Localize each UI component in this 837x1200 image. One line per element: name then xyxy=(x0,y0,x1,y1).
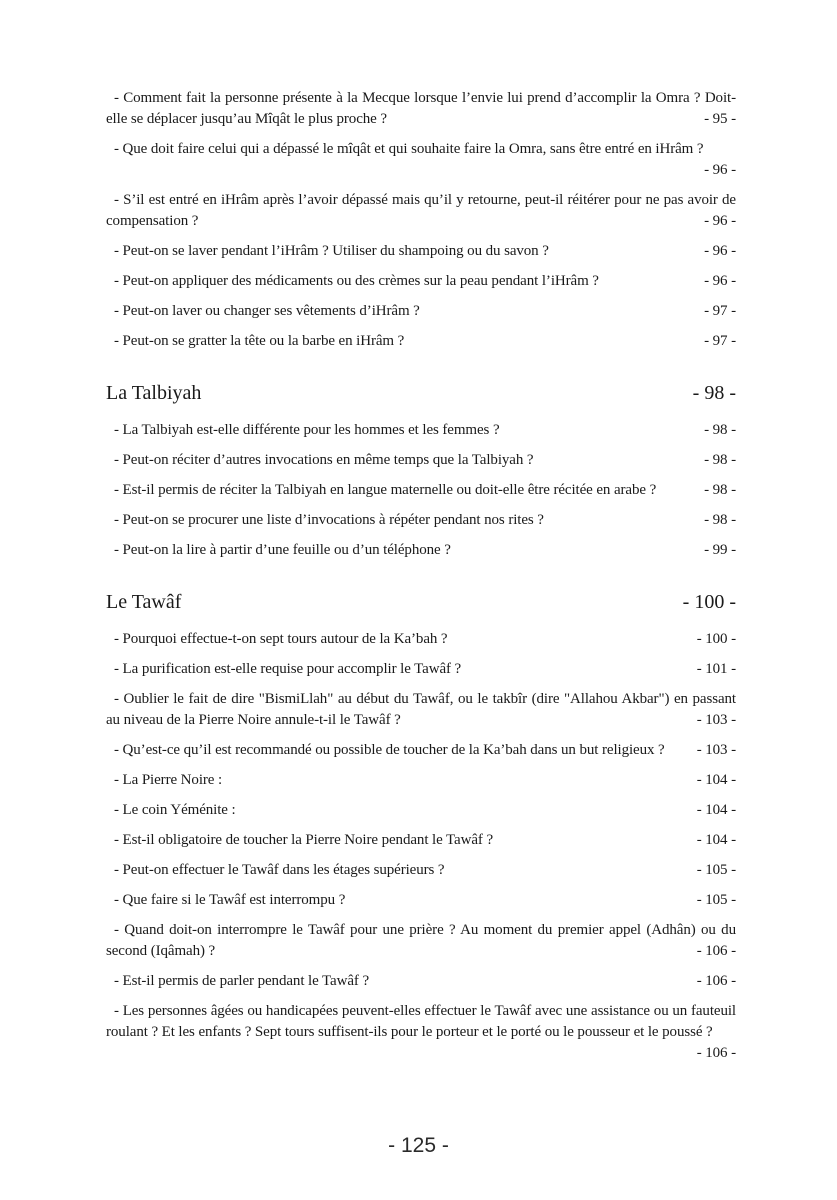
toc-entry xyxy=(106,331,736,352)
toc-entry-page-number: - 104 - xyxy=(696,832,736,848)
toc-entry-page-number: - 96 - xyxy=(704,273,736,289)
toc-entry-page-number: - 98 - xyxy=(704,422,736,438)
toc-entry-text: - Pourquoi effectue-t-on sept tours autour de la Ka’bah ? xyxy=(114,631,448,647)
toc-entry-text: - Les personnes âgées ou handicapées peuvent-elles effectuer le Tawâf avec une assistance ou un fauteuil roulant ? Et les enfants ? Sept tours suffisent-ils pour le porteur et le porté ou le pousseur et le poussé ? xyxy=(106,1003,736,1040)
toc-section-talbiyah xyxy=(106,380,736,561)
toc-entry-text: - Quand doit-on interrompre le Tawâf pour une prière ? Au moment du premier appel (Adhân) ou du second (Iqâmah) ? xyxy=(106,922,736,959)
toc-entry xyxy=(106,139,736,181)
toc-entry xyxy=(106,659,736,680)
toc-entry-text: - Peut-on appliquer des médicaments ou des crèmes sur la peau pendant l’iHrâm ? xyxy=(114,273,599,289)
toc-entry-page-number: - 104 - xyxy=(696,772,736,788)
toc-entry xyxy=(106,271,736,292)
toc-entry-text: - La Pierre Noire : xyxy=(114,772,223,788)
toc-entry-text: - Peut-on la lire à partir d’une feuille ou d’un téléphone ? xyxy=(114,542,451,558)
toc-entry-page-number: - 95 - xyxy=(704,111,736,127)
toc-entry xyxy=(106,770,736,791)
toc-entry-text: - Qu’est-ce qu’il est recommandé ou possible de toucher de la Ka’bah dans un but religieux ? xyxy=(114,742,665,758)
toc-entry-text: - Peut-on se gratter la tête ou la barbe en iHrâm ? xyxy=(114,333,405,349)
toc-entry xyxy=(106,510,736,531)
toc-entry xyxy=(106,860,736,881)
toc-entry xyxy=(106,800,736,821)
toc-entry-text: - Peut-on réciter d’autres invocations en même temps que la Talbiyah ? xyxy=(114,452,534,468)
toc-entry-text: - La purification est-elle requise pour accomplir le Tawâf ? xyxy=(114,661,462,677)
toc-entry-text: - Est-il permis de réciter la Talbiyah en langue maternelle ou doit-elle être récitée en arabe ? xyxy=(114,482,657,498)
toc-entry-text: - Peut-on effectuer le Tawâf dans les étages supérieurs ? xyxy=(114,862,445,878)
toc-entry-page-number: - 97 - xyxy=(704,303,736,319)
toc-entry-page-number: - 98 - xyxy=(704,452,736,468)
section-heading xyxy=(106,380,736,406)
toc-entry xyxy=(106,629,736,650)
toc-entry xyxy=(106,190,736,232)
toc-entry xyxy=(106,689,736,731)
toc-entry-text: - Est-il permis de parler pendant le Tawâf ? xyxy=(114,973,370,989)
toc-entry-page-number: - 98 - xyxy=(704,512,736,528)
section-heading-title: La Talbiyah xyxy=(106,382,202,404)
toc-entry-text: - Peut-on se procurer une liste d’invocations à répéter pendant nos rites ? xyxy=(114,512,544,528)
toc-entry-page-number: - 104 - xyxy=(696,802,736,818)
section-heading-title: Le Tawâf xyxy=(106,591,182,613)
toc-entry-text: - Est-il obligatoire de toucher la Pierre Noire pendant le Tawâf ? xyxy=(114,832,494,848)
toc-entry-text: - Comment fait la personne présente à la Mecque lorsque l’envie lui prend d’accomplir la Omra ? Doit-elle se déplacer jusqu’au Mîqât le plus proche ? xyxy=(106,90,736,127)
toc-entry-text: - Peut-on laver ou changer ses vêtements d’iHrâm ? xyxy=(114,303,420,319)
toc-entry-text: - Que faire si le Tawâf est interrompu ? xyxy=(114,892,346,908)
toc-section-tawaf xyxy=(106,589,736,1064)
toc-entry-text: - Le coin Yéménite : xyxy=(114,802,236,818)
toc-entry xyxy=(106,830,736,851)
toc-entry-page-number: - 97 - xyxy=(704,333,736,349)
page-number: - 125 - xyxy=(388,1134,449,1157)
toc-entry-page-number: - 106 - xyxy=(696,943,736,959)
toc-entry-text: - S’il est entré en iHrâm après l’avoir dépassé mais qu’il y retourne, peut-il réitérer pour ne pas avoir de compensation ? xyxy=(106,192,736,229)
toc-entry-page-number: - 99 - xyxy=(704,542,736,558)
toc-entry-text: - Peut-on se laver pendant l’iHrâm ? Utiliser du shampoing ou du savon ? xyxy=(114,243,549,259)
toc-entry xyxy=(106,540,736,561)
table-of-contents xyxy=(106,88,736,1073)
toc-entry-page-number: - 96 - xyxy=(704,213,736,229)
toc-entry-page-number: - 101 - xyxy=(696,661,736,677)
section-heading-page-number: - 100 - xyxy=(682,591,736,613)
toc-entry-page-number: - 103 - xyxy=(696,712,736,728)
toc-entry-page-number: - 106 - xyxy=(696,973,736,989)
toc-section-omra-ihram xyxy=(106,88,736,352)
toc-entry-page-number: - 100 - xyxy=(696,631,736,647)
toc-entry-page-number: - 105 - xyxy=(696,862,736,878)
toc-entry-page-number: - 105 - xyxy=(696,892,736,908)
toc-entry xyxy=(106,420,736,441)
toc-entry xyxy=(106,88,736,130)
toc-entry-page-number: - 96 - xyxy=(704,243,736,259)
toc-entry xyxy=(106,740,736,761)
toc-entry-page-number: - 103 - xyxy=(696,742,736,758)
toc-entry xyxy=(106,241,736,262)
toc-entry-page-number: - 98 - xyxy=(704,482,736,498)
toc-entry xyxy=(106,971,736,992)
toc-entry xyxy=(106,301,736,322)
toc-entry xyxy=(106,1001,736,1064)
toc-entry-text: - Que doit faire celui qui a dépassé le mîqât et qui souhaite faire la Omra, sans être entré en iHrâm ? xyxy=(114,141,704,157)
section-heading xyxy=(106,589,736,615)
toc-entry-text: - Oublier le fait de dire "BismiLlah" au début du Tawâf, ou le takbîr (dire "Allahou Akbar") en passant au niveau de la Pierre Noire annule-t-il le Tawâf ? xyxy=(106,691,736,728)
toc-entry-page-number: - 96 - xyxy=(704,162,736,178)
toc-entry xyxy=(106,480,736,501)
section-heading-page-number: - 98 - xyxy=(692,382,736,404)
toc-entry xyxy=(106,920,736,962)
toc-entry-page-number: - 106 - xyxy=(696,1045,736,1061)
toc-entry xyxy=(106,450,736,471)
toc-entry-text: - La Talbiyah est-elle différente pour les hommes et les femmes ? xyxy=(114,422,500,438)
toc-entry xyxy=(106,890,736,911)
